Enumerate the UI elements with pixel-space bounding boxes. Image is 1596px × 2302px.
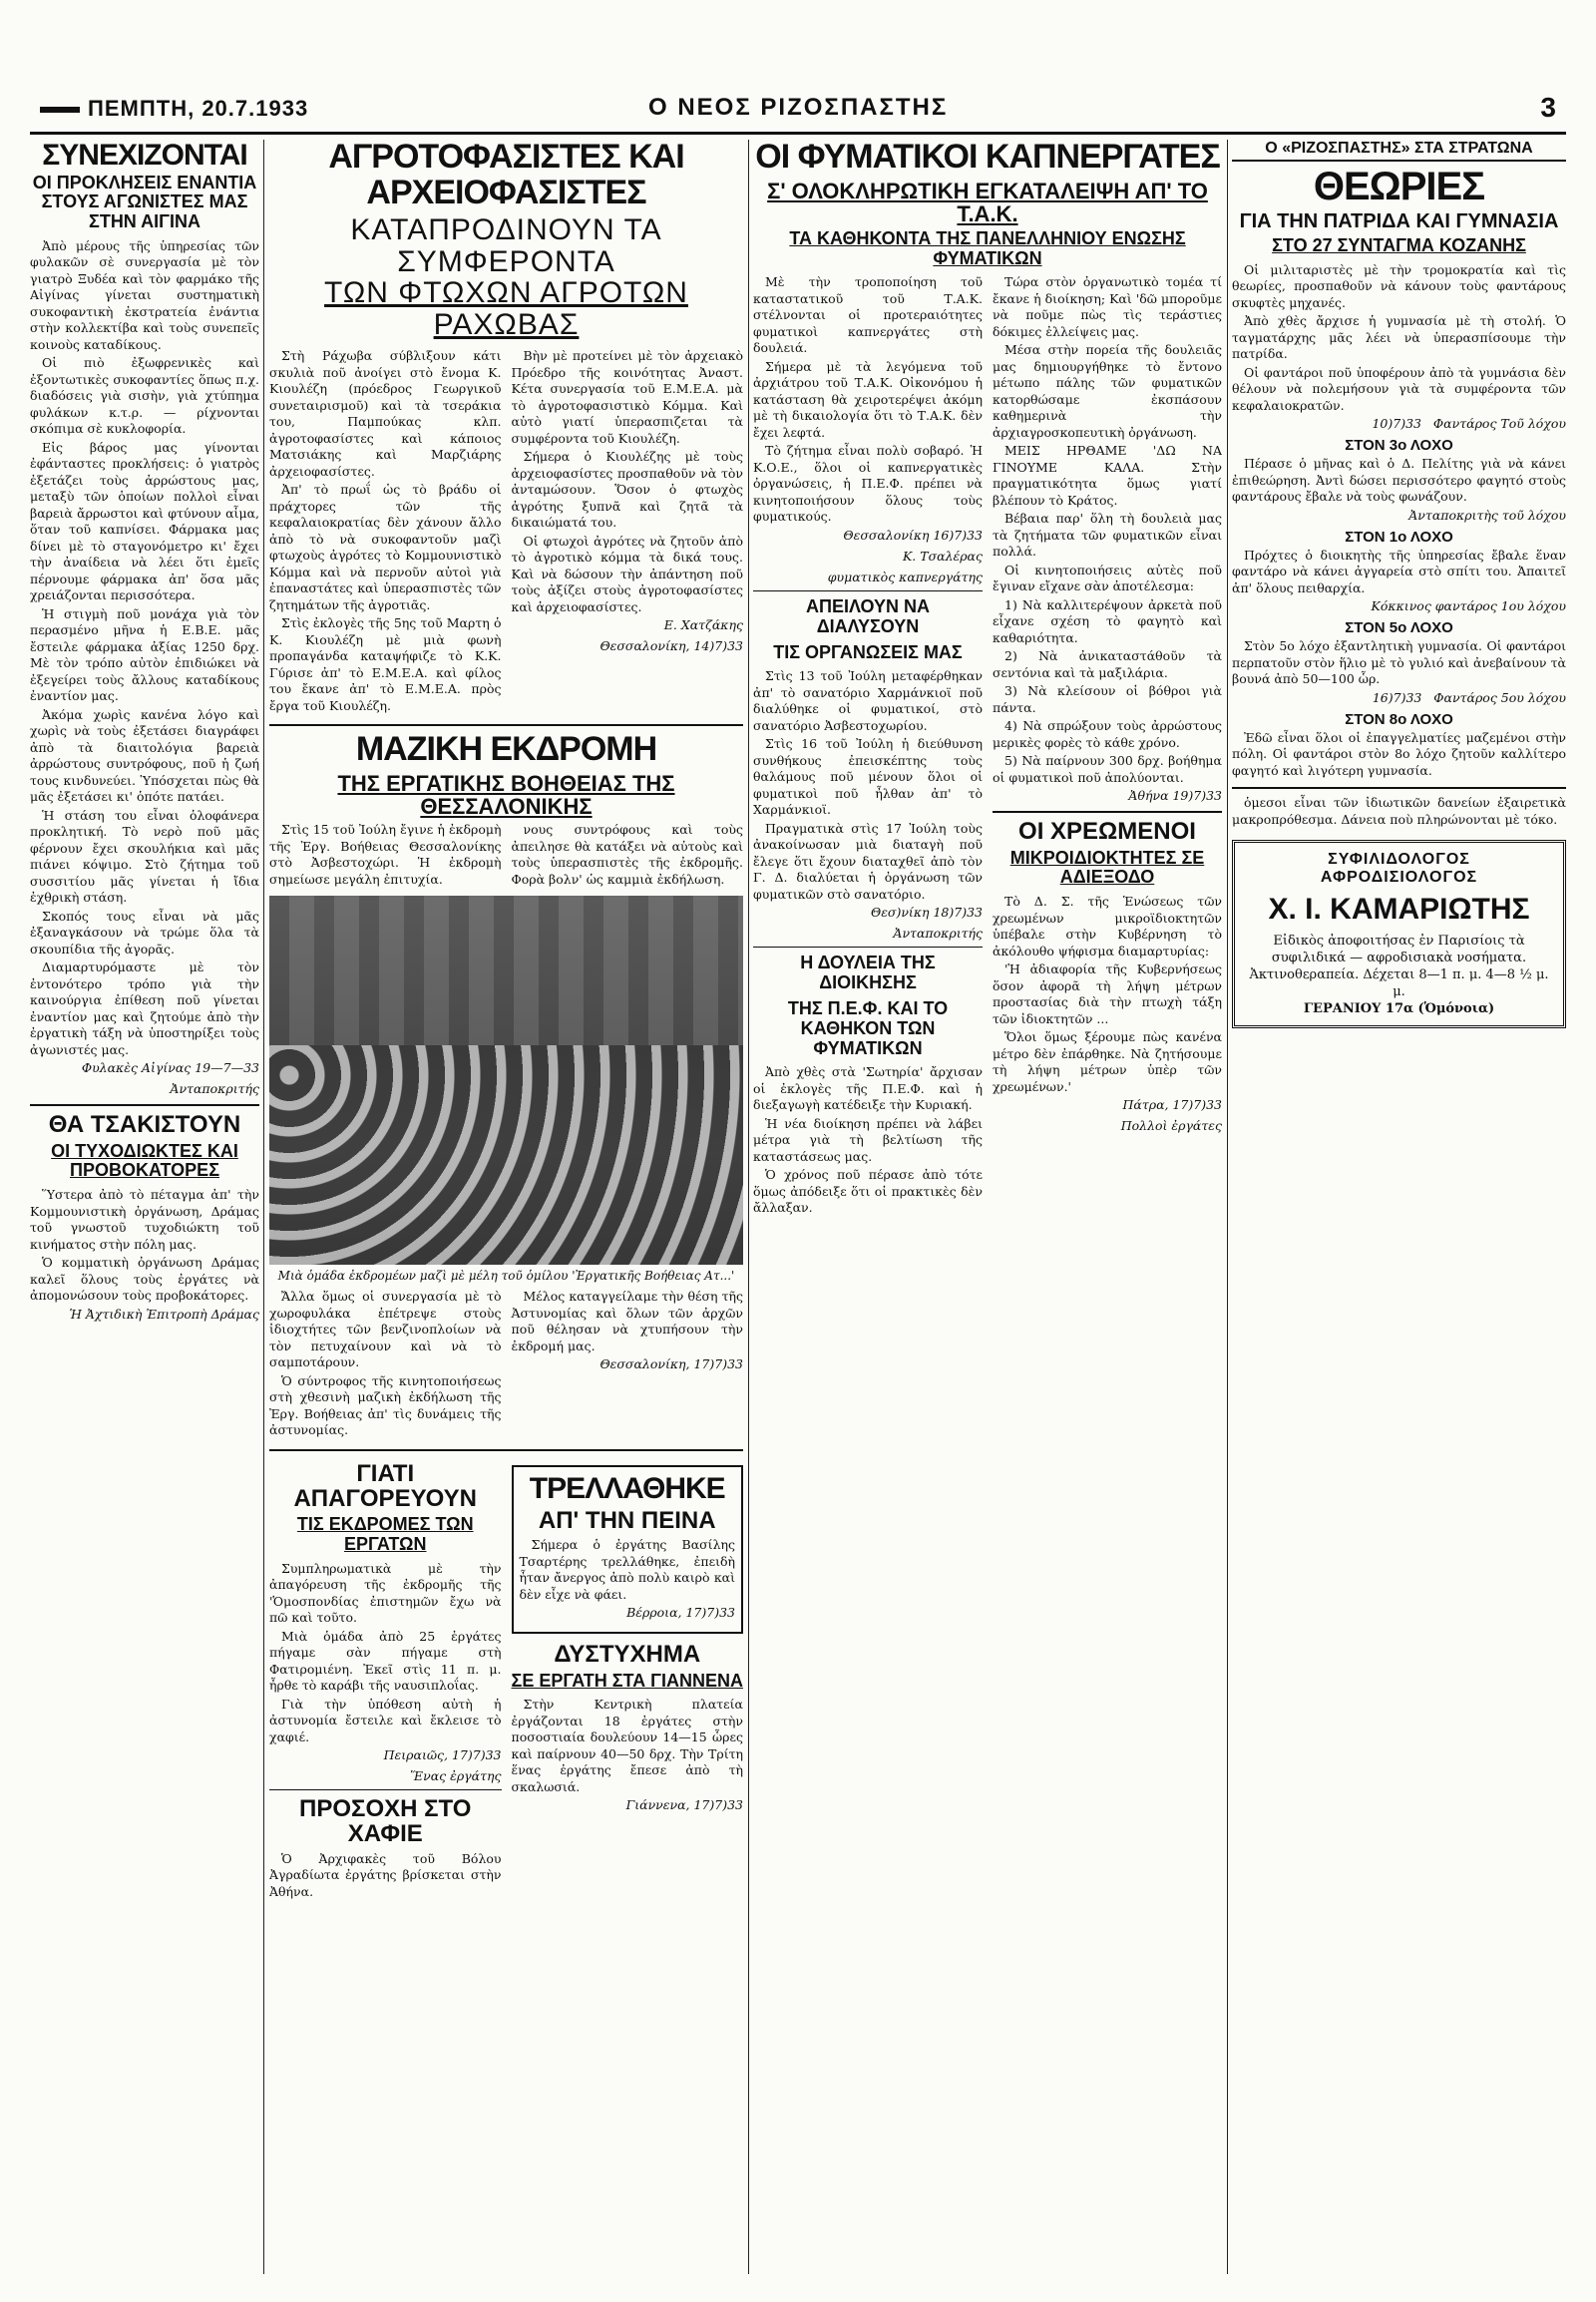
boxed-article: [512, 1465, 744, 1635]
article-signoff: Βέρροια, 17)7)33: [626, 1605, 735, 1621]
article-paragraph: Διαμαρτυρόμαστε μὲ τὸν ἐντονότερο τρόπο γιὰ τὴν καινούργια ἐπίθεση ποῦ γίνεται ἐναντίον μας καὶ ζητούμε ἀπὸ τὴν ἐργατικὴ τάξη νὰ ὑποστηρίξει τοὺς ἀγωνιστές μας.: [30, 959, 259, 1057]
headline: ΑΓΡΟΤΟΦΑΣΙΣΤΕΣ ΚΑΙ ΑΡΧΕΙΟΦΑΣΙΣΤΕΣ: [328, 140, 684, 211]
section-heading: ΣΤΟΝ 8ο ΛΟΧΟ: [1345, 710, 1453, 728]
masthead: [30, 92, 1566, 135]
photo-caption: Μιὰ ὁμάδα ἐκδρομέων μαζὶ μὲ μέλη τοῦ ὁμίλου 'Ἐργατικῆς Βοήθειας Ατ...': [277, 1269, 735, 1284]
article-paragraph: Οἱ μιλιταριστὲς μὲ τὴν τρομοκρατία καὶ τὶς θεωρίες, προσπαθοῦν νὰ κάνουν τοὺς φαντάρους σκυφτὲς μηχανές.: [1232, 261, 1566, 310]
article-paragraph: Στὸν 5ο λόχο ἐξαντλητικὴ γυμνασία. Οἱ φαντάροι περπατοῦν στὸν ἥλιο μὲ τὸ γυλιό καὶ ἀνεβαίνουν τὰ βουνά ἀπὸ 50—100 ὧρ.: [1232, 638, 1566, 687]
article-paragraph: Σήμερα ὁ ἐργάτης Βασίλης Τσαρτέρης τρελλάθηκε, ἐπειδὴ ἦταν ἄνεργος ἀπὸ πολὺ καιρὸ καὶ δὲν εἶχε νὰ φάει.: [519, 1537, 735, 1602]
headline: ΓΙΑΤΙ ΑΠΑΓΟΡΕΥΟΥΝ: [293, 1459, 478, 1512]
article-paragraph: Τὸ Δ. Σ. τῆς Ἑνώσεως τῶν χρεωμένων μικροϊδιοκτητῶν ὑπέβαλε στὴν Κυβέρνηση τὸ ἀκόλουθο ψήφισμα διαμαρτυρίας:: [993, 894, 1222, 959]
subheadline: ΤΑ ΚΑΘΗΚΟΝΤΑ ΤΗΣ ΠΑΝΕΛΛΗΝΙΟΥ ΕΝΩΣΗΣ ΦΥΜΑΤΙΚΩΝ: [789, 227, 1186, 268]
article-paragraph: Μὲ τὴν τροποποίηση τοῦ καταστατικοῦ τοῦ Τ.Α.Κ. στέλνονται οἱ προτεραιότητες φυματικοὶ καπνεργάτες στὴ δουλειά.: [753, 274, 983, 356]
separator: [993, 811, 1222, 813]
subheadline: ΓΙΑ ΤΗΝ ΠΑΤΡΙΔΑ ΚΑΙ ΓΥΜΝΑΣΙΑ: [1239, 210, 1559, 232]
subheadline: ΤΗΣ ΕΡΓΑΤΙΚΗΣ ΒΟΗΘΕΙΑΣ ΤΗΣ ΘΕΣΣΑΛΟΝΙΚΗΣ: [337, 771, 675, 820]
demand-item: 4) Νὰ σπρώξουν τοὺς ἀρρώστους μερικὲς φορὲς τὸ κάθε χρόνο.: [993, 718, 1222, 750]
separator: [753, 590, 983, 591]
demand-item: 2) Νὰ ἀνικαταστάθοῦν τὰ σεντόνια καὶ τὰ μαξιλάρια.: [993, 648, 1222, 680]
section-heading: ΣΤΟΝ 5ο ΛΟΧΟ: [1345, 619, 1453, 637]
article-paragraph: Ἡ στιγμὴ ποῦ μονάχα γιὰ τὸν περασμένο μῆνα ἡ Ε.Β.Ε. μᾶς ἔστειλε φάρμακα ἀξίας 1250 δρχ. Μὲ τὸν τρόπο αὐτὸν ἐπιδιώκει νὰ ἐξεγείρει τοὺς ἄλλους καταδίκους ἐναντίον μας.: [30, 605, 259, 704]
separator: [269, 1789, 502, 1790]
kicker: Ο «ΡΙΖΟΣΠΑΣΤΗΣ» ΣΤΑ ΣΤΡΑΤΩΝΑ: [1232, 140, 1566, 162]
article-author: Ἀνταποκριτής: [170, 1081, 259, 1097]
article-paragraph: Τώρα στὸν ὀργανωτικὸ τομέα τί ἔκανε ἡ διοίκηση; Καὶ 'δῶ μποροῦμε νὰ ποῦμε πὼς τὶς τεράστιες δόκιμες ἐλλείψεις μας.: [993, 274, 1222, 339]
article-signoff: Πειραιῶς, 17)7)33: [383, 1747, 502, 1763]
article-author: Κ. Τσαλέρας: [902, 548, 983, 564]
demand-item: 1) Νὰ καλλιτερέψουν ἀρκετὰ ποῦ εἶχανε σχέση τὸ φαγητὸ καὶ καθαριότητα.: [993, 596, 1222, 645]
article-paragraph: Στὴν Κεντρικὴ πλατεία ἐργάζονται 18 ἐργάτες στὴν ποσοστιαία δουλεύουν 14—15 ὧρες καὶ παίρνουν 40—50 δρχ. Τὴν Τρίτη ἕνας ἐργάτης ἔπεσε ἀπὸ τὴ σκαλωσιά.: [511, 1697, 743, 1794]
article-paragraph: Σκοπός τους εἶναι νὰ μᾶς ἐξαναγκάσουν νὰ τρώμε ὅλα τὰ σκουπίδια τῆς ἀγορᾶς.: [30, 908, 259, 957]
subheadline: ΚΑΤΑΠΡΟΔΙΝΟΥΝ ΤΑ ΣΥΜΦΕΡΟΝΤΑ: [350, 213, 662, 278]
article-paragraph: Συμπληρωματικὰ μὲ τὴν ἀπαγόρευση τῆς ἐκδρομῆς τῆς 'Ὁμοσπονδίας ἐπιστημῶν ἔχω νὰ πῶ καὶ τοῦτο.: [269, 1560, 502, 1626]
separator: [30, 1104, 259, 1106]
photo-crowd: [269, 1045, 743, 1265]
article-signoff: Ἀθήνα 19)7)33: [1128, 788, 1222, 804]
headline: ΜΑΖΙΚΗ ΕΚΔΡΟΜΗ: [355, 730, 657, 769]
separator: [269, 724, 743, 726]
article-author-title: φυματικὸς καπνεργάτης: [827, 569, 983, 584]
article-author: Κόκκινος φαντάρος 1ου λόχου: [1371, 598, 1566, 614]
article-paragraph: Ἡ νέα διοίκηση πρέπει νὰ λάβει μέτρα γιὰ τὴ βελτίωση τῆς καταστάσεως μας.: [753, 1115, 983, 1164]
ad-description: Εἰδικὸς ἀποφοιτήσας ἐν Παρισίοις τὰ συφιλιδικά — αφροδισιακὰ νοσήματα.: [1271, 934, 1527, 966]
article-paragraph: Ἀπὸ μέρους τῆς ὑπηρεσίας τῶν φυλακῶν σὲ συνεργασία μὲ τὸν γιατρὸ Ξυδέα καὶ τὸν φαρμάκο τῆς Αἰγίνας γίνεται συστηματικὴ συκοφαντικὴ ἐκστρατεία ἐνάντια στὴν κολλεκτίβα καὶ τοὺς συνεπεῖς κοινοὺς καταδίκους.: [30, 237, 259, 352]
subheadline: ΑΠ' ΤΗΝ ΠΕΙΝΑ: [538, 1507, 716, 1535]
headline: ΠΡΟΣΟΧΗ ΣΤΟ ΧΑΦΙΕ: [299, 1795, 472, 1848]
subheadline: ΟΙ ΠΡΟΚΛΗΣΕΙΣ ΕΝΑΝΤΙΑ ΣΤΟΥΣ ΑΓΩΝΙΣΤΕΣ ΜΑΣ ΣΤΗΝ ΑΙΓΙΝΑ: [32, 172, 257, 232]
subheadline: ΜΙΚΡΟΙΔΙΟΚΤΗΤΕΣ ΣΕ ΑΔΙΕΞΟΔΟ: [1009, 847, 1205, 888]
article-paragraph: Ὁ Ἀρχιφακὲς τοῦ Βόλου Ἀγραδίωτα ἐργάτης βρίσκεται στὴν Ἀθήνα.: [269, 1850, 502, 1899]
article-paragraph: ΜΕΙΣ ΗΡΘΑΜΕ 'ΔΩ ΝΑ ΓΙΝΟΥΜΕ ΚΑΛΑ. Στὴν πραγματικότητα ὅμως γιατί βλέπουν τὸ Κράτος.: [993, 443, 1222, 508]
ad-hours: Ἀκτινοθεραπεία. Δέχεται 8—1 π. μ. 4—8 ½ μ. μ.: [1249, 967, 1549, 1000]
demand-item: 3) Νὰ κλείσουν οἱ βόθροι γιὰ πάντα.: [993, 683, 1222, 715]
article-paragraph: Εἰς βάρος μας γίνονται ἐφάνταστες προκλήσεις: ὁ γιατρὸς ἐξετάζει τοὺς ἀρρώστους μας, μεταξὺ τῶν ὁποίων πολλοὶ εἶναι βαρειὰ ἄρρωστοι καὶ φτύνουν αἷμα, ὅταν τοῦ καπνίσει. Φάρμακα μας δίνει μὲ τὸ σταγονόμετρο κι' ἔχει τὴν ἀναίδεια νὰ λέει ὅτι ἐμεῖς πέρνουμε φάρμακα ἀπ' ὅσα μᾶς χρειάζονται περισσότερα.: [30, 439, 259, 603]
article-paragraph: Πέρασε ὁ μῆνας καὶ ὁ Δ. Πελίτης γιὰ νὰ κάνει ἐπιθεώρηση. Ἀντὶ δώσει περισσότερο φαγητό στοὺς φαντάρους ἔβαλε νὰ τοὺς φωνάζουν.: [1232, 456, 1566, 505]
article-author: Ἀνταποκριτής: [893, 926, 983, 942]
subheadline: ΟΙ ΤΥΧΟΔΙΩΚΤΕΣ ΚΑΙ ΠΡΟΒΟΚΑΤΟΡΕΣ: [51, 1140, 238, 1181]
article-signoff: Θεσσαλονίκη 16)7)33: [843, 527, 983, 543]
article-paragraph: Οἱ κινητοποιήσεις αὐτὲς ποῦ ἔγιναν εἴχανε σὰν ἀποτέλεσμα:: [993, 562, 1222, 594]
demand-item: 5) Νὰ παίρνουν 300 δρχ. βοήθημα οἱ φυματικοὶ ποῦ ἀπολύονται.: [993, 753, 1222, 785]
article-signoff: Θεσσαλονίκη, 17)7)33: [599, 1356, 743, 1372]
column-tuberculosis: [753, 140, 1222, 2274]
headline: Η ΔΟΥΛΕΙΑ ΤΗΣ ΔΙΟΙΚΗΣΗΣ: [800, 953, 936, 993]
two-column-text: [269, 348, 743, 716]
headline: ΘΕΩΡΙΕΣ: [1313, 165, 1485, 208]
two-column-text: [269, 1289, 743, 1441]
headline: ΟΙ ΦΥΜΑΤΙΚΟΙ ΚΑΠΝΕΡΓΑΤΕΣ: [755, 140, 1220, 176]
article-paragraph: Οἱ φαντάροι ποῦ ὑποφέρουν ἀπὸ τὰ γυμνάσια δὲν θέλουν νὰ πολεμήσουν γιὰ τὰ συμφέροντα τῶν κεφαλαιοκρατῶν.: [1232, 364, 1566, 413]
article-author: Ἕνας ἐργάτης: [410, 1768, 502, 1784]
article-signoff: Γιάννενα, 17)7)33: [625, 1797, 743, 1813]
article-signoff: Θεσσαλονίκη, 14)7)33: [599, 638, 743, 654]
article-paragraph: Ἡ στάση του εἶναι ὁλοφάνερα προκλητική. Τὸ νερὸ ποῦ μᾶς φέρνουν ἔχει σκουλήκια καὶ μᾶς πιάνει κόψιμο. Στὸ ζήτημα τοῦ συσσιτίου μᾶς γίνεται ἡ ἴδια ἐχθρικὴ στάση.: [30, 807, 259, 906]
article-paragraph: Βὴν μὲ προτείνει μὲ τὸν ἀρχειακὸ Πρόεδρο τῆς κοινότητας Ἀναστ. Κέτα συνεργασία τοῦ Ε.Μ.Ε.Α. μὰ τὸ ἀγροτοφασιστικὸ Κόμμα. Καὶ αὐτὸ γιατί ὑπερασπιζεται τὰ συμφέροντα τοῦ Κιουλέζη.: [511, 348, 743, 446]
article-author: Ἡ Ἀχτιδικὴ Ἐπιτροπὴ Δράμας: [69, 1306, 259, 1322]
article-signoff: Πάτρα, 17)7)33: [1122, 1097, 1222, 1113]
headline: ΤΡΕΛΛΑΘΗΚΕ: [529, 1471, 725, 1505]
column-agrarian: [269, 140, 743, 2274]
column-divider: [263, 140, 264, 2274]
article-author: Ἀνταποκριτὴς τοῦ λόχου: [1408, 507, 1566, 523]
column-divider: [1227, 140, 1228, 2274]
article-paragraph: Στὶς 16 τοῦ Ἰούλη ἡ διεύθυνση συνθήκους ἐπεισκέπτης τοὺς θαλάμους ποῦ μένουν ὅλοι οἱ φυματικοὶ ποῦ ἦλθαν ἀπ' τὸ Χαρμάνκιοϊ.: [753, 736, 983, 818]
article-paragraph: Σήμερα μὲ τὰ λεγόμενα τοῦ ἀρχιάτρου τοῦ Τ.Α.Κ. Οἰκονόμου ἡ κατάσταση θὰ χειροτερέψει ἀκόμη μὲ τὴ δικαιολογία ὅτι τὸ Τ.Α.Κ. δὲν ἔχει λεφτά.: [753, 358, 983, 440]
ad-doctor-name: Χ. Ι. ΚΑΜΑΡΙΩΤΗΣ: [1268, 893, 1530, 927]
doctor-advertisement: [1232, 840, 1566, 1028]
newspaper-title: Ο ΝΕΟΣ ΡΙΖΟΣΠΑΣΤΗΣ: [648, 94, 949, 121]
separator: [1232, 787, 1566, 789]
column-aegina: [30, 140, 259, 2274]
ad-address: ΓΕΡΑΝΙΟΥ 17α (Ὁμόνοια): [1303, 1001, 1495, 1017]
article-paragraph: Στὴ Ράχωβα σύβλιξουν κάτι σκυλιὰ ποῦ ἀνοίγει στὸ ἔνομα Κ. Κιουλέζη (πρόεδρος Γεωργικοῦ συνεταιρισμοῦ) καὶ τὰ τσεράκια του, Παμπούκας κλπ. ἀγροτοφασίστες καὶ κάποιος Ματσιάκης καὶ Μαρζιάρης ἀρχειοφασίστες.: [269, 348, 502, 479]
article-paragraph: Ἄλλα ὅμως οἱ συνεργασία μὲ τὸ χωροφυλάκα ἐπέτρεψε στοὺς ἰδιοχτήτες τῶν βενζινοπλοίων νὰ τὸν πετυχαίνουν καὶ νὰ τὸ σαμποτάρουν.: [269, 1289, 502, 1370]
two-column-text: [269, 822, 743, 890]
section-heading: ΣΤΟΝ 1ο ΛΟΧΟ: [1345, 528, 1453, 546]
subheadline: ΣΕ ΕΡΓΑΤΗ ΣΤΑ ΓΙΑΝΝΕΝΑ: [511, 1670, 743, 1691]
article-paragraph: Ἀκόμα χωρὶς κανένα λόγο καὶ χωρὶς νὰ τοὺς ἐξετάσει διαγράφει ἀπὸ τὰ διαιτολόγια βαρειὰ ἀρρώστους συντρόφους, ποῦ ἡ ζωή τους κινδυνεύει. Ὑπόσχεται πὼς θὰ μᾶς ἐξετάσει κι' ὁπότε πατάει.: [30, 706, 259, 805]
article-paragraph: Οἱ πιὸ ἐξωφρενικὲς καὶ ἐξοντωτικὲς συκοφαντίες ὅπως π.χ. διαδόσεις γιὰ σισὴν, γιὰ χτύπημα φυλάκων κ.τ.ρ. — ρίχνονται σκόπιμα σὲ κυκλοφορία.: [30, 355, 259, 437]
subheadline: ΤΙΣ ΕΚΔΡΟΜΕΣ ΤΩΝ ΕΡΓΑΤΩΝ: [296, 1514, 474, 1554]
section-heading: ΣΤΟΝ 3ο ΛΟΧΟ: [1345, 437, 1453, 455]
page-number: 3: [1540, 92, 1556, 123]
article-paragraph: νους συντρόφους καὶ τοὺς ἀπειλησε θὰ κατάξει νὰ αὐτοὺς καὶ τοὺς ὑπερασπιστὲς τῆς ἐκδρομῆς. Φορὰ βολν' ὡς καμμιὰ ἐκδήλωση.: [511, 822, 743, 887]
headline: ΣΥΝΕΧΙΖΟΝΤΑΙ: [42, 140, 247, 172]
article-paragraph: Στὶς ἐκλογὲς τῆς 5ης τοῦ Μαρτη ὁ Κ. Κιουλέζη μὲ μιὰ φωνὴ προπαγάνδα καταψήφιζε τὸ Κ.Κ. Γύρισε ἀπ' τὸ Ε.Μ.Ε.Α. καὶ φίλος του ἔκανε ἀπ' τὸ Ε.Μ.Ε.Α. πρὸς ἔργα τοῦ Κιουλέζη.: [269, 615, 502, 713]
article-paragraph: Ὁ χρόνος ποῦ πέρασε ἀπὸ τότε ὅμως ἀπόδειξε ὅτι οἱ πρακτικὲς δὲν ἄλλαξαν.: [753, 1167, 983, 1216]
article-paragraph: Ἀπὸ χθὲς ἄρχισε ἡ γυμνασία μὲ τὴ στολή. Ὁ ταγματάρχης μᾶς λέει νὰ ὑπερασπίσουμε τὴν πατρίδα.: [1232, 313, 1566, 362]
article-paragraph: Μιὰ ὁμάδα ἀπὸ 25 ἐργάτες πήγαμε σὰν πήγαμε στὴ Φατιρομιένη. Ἐκεῖ στὶς 11 π. μ. ἦρθε τὸ καράβι τῆς ναυσιπλοΐας.: [269, 1628, 502, 1694]
two-column-text: [753, 274, 1222, 1218]
subheadline: ΤΗΣ Π.Ε.Φ. ΚΑΙ ΤΟ ΚΑΘΗΚΟΝ ΤΩΝ ΦΥΜΑΤΙΚΩΝ: [787, 997, 949, 1058]
article-signoff: Θεσ)νίκη 18)7)33: [870, 905, 983, 921]
article-paragraph: Ἐδῶ εἶναι ὅλοι οἱ ἐπαγγελματίες μαζεμένοι στὴν πόλη. Οἱ φαντάροι στὸν 8ο λόχο ζητοῦν καλλίτερο φαγητό καὶ λιγότερη γυμνασία.: [1232, 729, 1566, 778]
article-paragraph: Ὕστερα ἀπὸ τὸ πέταγμα ἀπ' τὴν Κομμουνιστικὴ ὀργάνωση, Δράμας τοῦ γνωστοῦ τυχοδιώκτη τοῦ κινήματος στὴν πόλη μας.: [30, 1187, 259, 1252]
column-barracks: [1232, 140, 1566, 2274]
headline: ΔΥΣΤΥΧΗΜΑ: [554, 1641, 701, 1669]
headline: ΘΑ ΤΣΑΚΙΣΤΟΥΝ: [48, 1111, 241, 1139]
article-paragraph: Ἀπὸ χθὲς στὰ 'Σωτηρία' ἄρχισαν οἱ ἐκλογὲς τῆς Π.Ε.Φ. καὶ ἡ διεξαγωγὴ κατέδειξε τὴν Κυριακή.: [753, 1064, 983, 1113]
two-column-text: [269, 1457, 743, 1902]
subheadline: ΤΩΝ ΦΤΩΧΩΝ ΑΓΡΟΤΩΝ ΡΑΧΩΒΑΣ: [324, 276, 688, 341]
article-paragraph: Γιὰ τὴν ὑπόθεση αὐτὴ ἡ ἀστυνομία ἔστειλε καὶ ἔκλεισε τὸ χαφιέ.: [269, 1696, 502, 1744]
article-paragraph: Οἱ φτωχοὶ ἀγρότες νὰ ζητοῦν ἀπὸ τὸ ἀγροτικὸ κόμμα τὰ δικά τους. Καὶ νὰ δώσουν τὴν ἀπάντηση ποῦ τοὺς ἀξίζει στοὺς ἀγροτοφασίστες καὶ ἀρχειοφασίστες.: [511, 533, 743, 614]
article-paragraph: Ὁ κομματικὴ ὀργάνωση Δράμας καλεῖ ὅλους τοὺς ἐργάτες νὰ ἀπομονώσουν τοὺς προβοκάτορες.: [30, 1255, 259, 1304]
article-paragraph: Στὶς 15 τοῦ Ἰούλη ἔγινε ἡ ἐκδρομὴ τῆς Ἐργ. Βοήθειας Θεσσαλονίκης στὸ Ἀσβεστοχώρι. Ἡ ἐκδρομὴ σημείωσε μεγάλη ἐπιτυχία.: [269, 822, 502, 887]
article-paragraph: Πρόχτες ὁ διοικητὴς τῆς ὑπηρεσίας ἔβαλε ἕναν φαντάρο νὰ κάνει ἀγγαρεία στὸ σπίτι του. Ἀπαιτεῖ ἀπ' ὅλους πειθαρχία.: [1232, 547, 1566, 595]
subheadline: ΤΙΣ ΟΡΓΑΝΩΣΕΙΣ ΜΑΣ: [773, 641, 963, 662]
article-author: Ε. Χατζάκης: [663, 617, 743, 633]
ad-specialty: ΑΦΡΟΔΙΣΙΟΛΟΓΟΣ: [1320, 869, 1478, 887]
article-paragraph: ὁμεσοι εἶναι τῶν ἰδιωτικῶν δανείων ἐξαιρετικὰ μακροπρόθεσμα. Δάνεια ποὺ πληρώνονται μὲ τόκο.: [1232, 795, 1566, 827]
separator: [269, 1449, 743, 1451]
subheadline: Σ' ΟΛΟΚΛΗΡΩΤΙΚΗ ΕΓΚΑΤΑΛΕΙΨΗ ΑΠ' ΤΟ Τ.Α.Κ.: [767, 178, 1208, 226]
article-paragraph: Πραγματικὰ στὶς 17 Ἰούλη τοὺς ἀνακοίνωσαν μιὰ διαταγὴ ποῦ ἔλεγε ὅτι ἔχουν διαταχθεῖ ἀπὸ τὸν Γ. Δ. διαλύεται ἡ ὀργάνωση τῶν φυματικῶν στὸ σανατόριο.: [753, 820, 983, 902]
article-paragraph: Στὶς 13 τοῦ Ἰούλη μεταφέρθηκαν ἀπ' τὸ σανατόριο Χαρμάνκιοϊ ποῦ διαλύθηκε οἱ φυματικοί, στὸ σανατόριο Ἀσβεστοχωρίου.: [753, 668, 983, 733]
separator: [753, 947, 983, 948]
article-signoff: Φυλακὲς Αἰγίνας 19—7—33: [81, 1060, 259, 1076]
issue-date: ΠΕΜΠΤΗ, 20.7.1933: [40, 96, 308, 122]
ad-specialty: ΣΥΦΙΛΙΔΟΛΟΓΟΣ: [1328, 851, 1470, 869]
article-paragraph: 'Ἡ ἀδιαφορία τῆς Κυβερνήσεως ὅσον ἀφορᾶ τὴ λήψη μέτρων προστασίας διὰ τὴν πτωχὴ τάξη τῶν ἰδιοκτητῶν ...: [993, 961, 1222, 1026]
photo-trees: [269, 896, 743, 1045]
article-signoff: 10)7)33 Φαντάρος Τοῦ λόχου: [1372, 416, 1566, 432]
article-paragraph: Ὅλοι ὅμως ξέρουμε πὼς κανένα μέτρο δὲν ἐπάρθηκε. Νὰ ζητήσουμε τὴ λήψη μέτρων ὑπὲρ τῶν χρεωμένων.': [993, 1029, 1222, 1094]
excursion-photo: [269, 896, 743, 1265]
article-signoff: 16)7)33 Φαντάρος 5ου λόχου: [1372, 689, 1566, 705]
article-paragraph: Βέβαια παρ' ὅλη τὴ δουλειὰ μας τὰ ζητήματα τῶν φυματικῶν εἶναι πολλά.: [993, 511, 1222, 560]
column-divider: [748, 140, 749, 2274]
headline: ΟΙ ΧΡΕΩΜΕΝΟΙ: [1018, 818, 1196, 846]
headline: ΑΠΕΙΛΟΥΝ ΝΑ ΔΙΑΛΥΣΟΥΝ: [805, 595, 931, 636]
article-paragraph: Μέσα στὴν πορεία τῆς δουλειᾶς μας δημιουργήθηκε τὸ ἔντονο μέτωπο πάλης τῶν φυματικῶν κατορθώσαμε ἐκσπάσουν καθημερινὰ τὴν ἀρχιαγροσκοπευτικὴ ὀργάνωση.: [993, 342, 1222, 440]
article-paragraph: Ἀπ' τὸ πρωΐ ὡς τὸ βράδυ οἱ πράχτορες τῶν τῆς κεφαλαιοκρατίας δὲν χάνουν ἄλλο ἀπὸ τὸ νὰ συκοφαντοῦν μαζὶ φτωχοὺς ἀγρότες τὸ Κομμουνιστικὸ Κόμμα καὶ νὰ περνοῦν αὐτοὶ γιὰ ἐπαναστάτες καὶ ὑπερασπιστὲς τῶν ζητημάτων τῆς ἀγροτιᾶς.: [269, 482, 502, 612]
article-author: Πολλοὶ ἐργάτες: [1120, 1118, 1222, 1134]
article-paragraph: Σήμερα ὁ Κιουλέζης μὲ τοὺς ἀρχειοφασίστες προσπαθοῦν νὰ τὸν ἀνταμώσουν. Ὅσον ὁ φτωχὸς ἀγρότης ξυπνᾶ καὶ ζητᾶ τὰ δικαιώματά του.: [511, 449, 743, 531]
article-paragraph: Μέλος καταγγείλαμε τὴν θέση τῆς Ἀστυνομίας καὶ ὅλων τῶν ἀρχῶν ποῦ θέλησαν νὰ χτυπήσουν τὴν ἐκδρομή μας.: [511, 1289, 743, 1353]
article-paragraph: Ὁ σύντροφος τῆς κινητοποιήσεως στὴ χθεσινὴ μαζικὴ ἐκδήλωση τῆς Ἐργ. Βοήθειας ἀπ' τὶς δυνάμεις τῆς ἀστυνομίας.: [269, 1372, 502, 1438]
article-paragraph: Τὸ ζήτημα εἶναι πολὺ σοβαρό. Ἡ Κ.Ο.Ε., ὅλοι οἱ καπνεργατικὲς ὀργανώσεις, ἡ Π.Ε.Φ. πρέπει νὰ κινητοποιήσουν ὅλους τοὺς φυματικούς.: [753, 443, 983, 525]
subheadline: ΣΤΟ 27 ΣΥΝΤΑΓΜΑ ΚΟΖΑΝΗΣ: [1272, 235, 1526, 255]
